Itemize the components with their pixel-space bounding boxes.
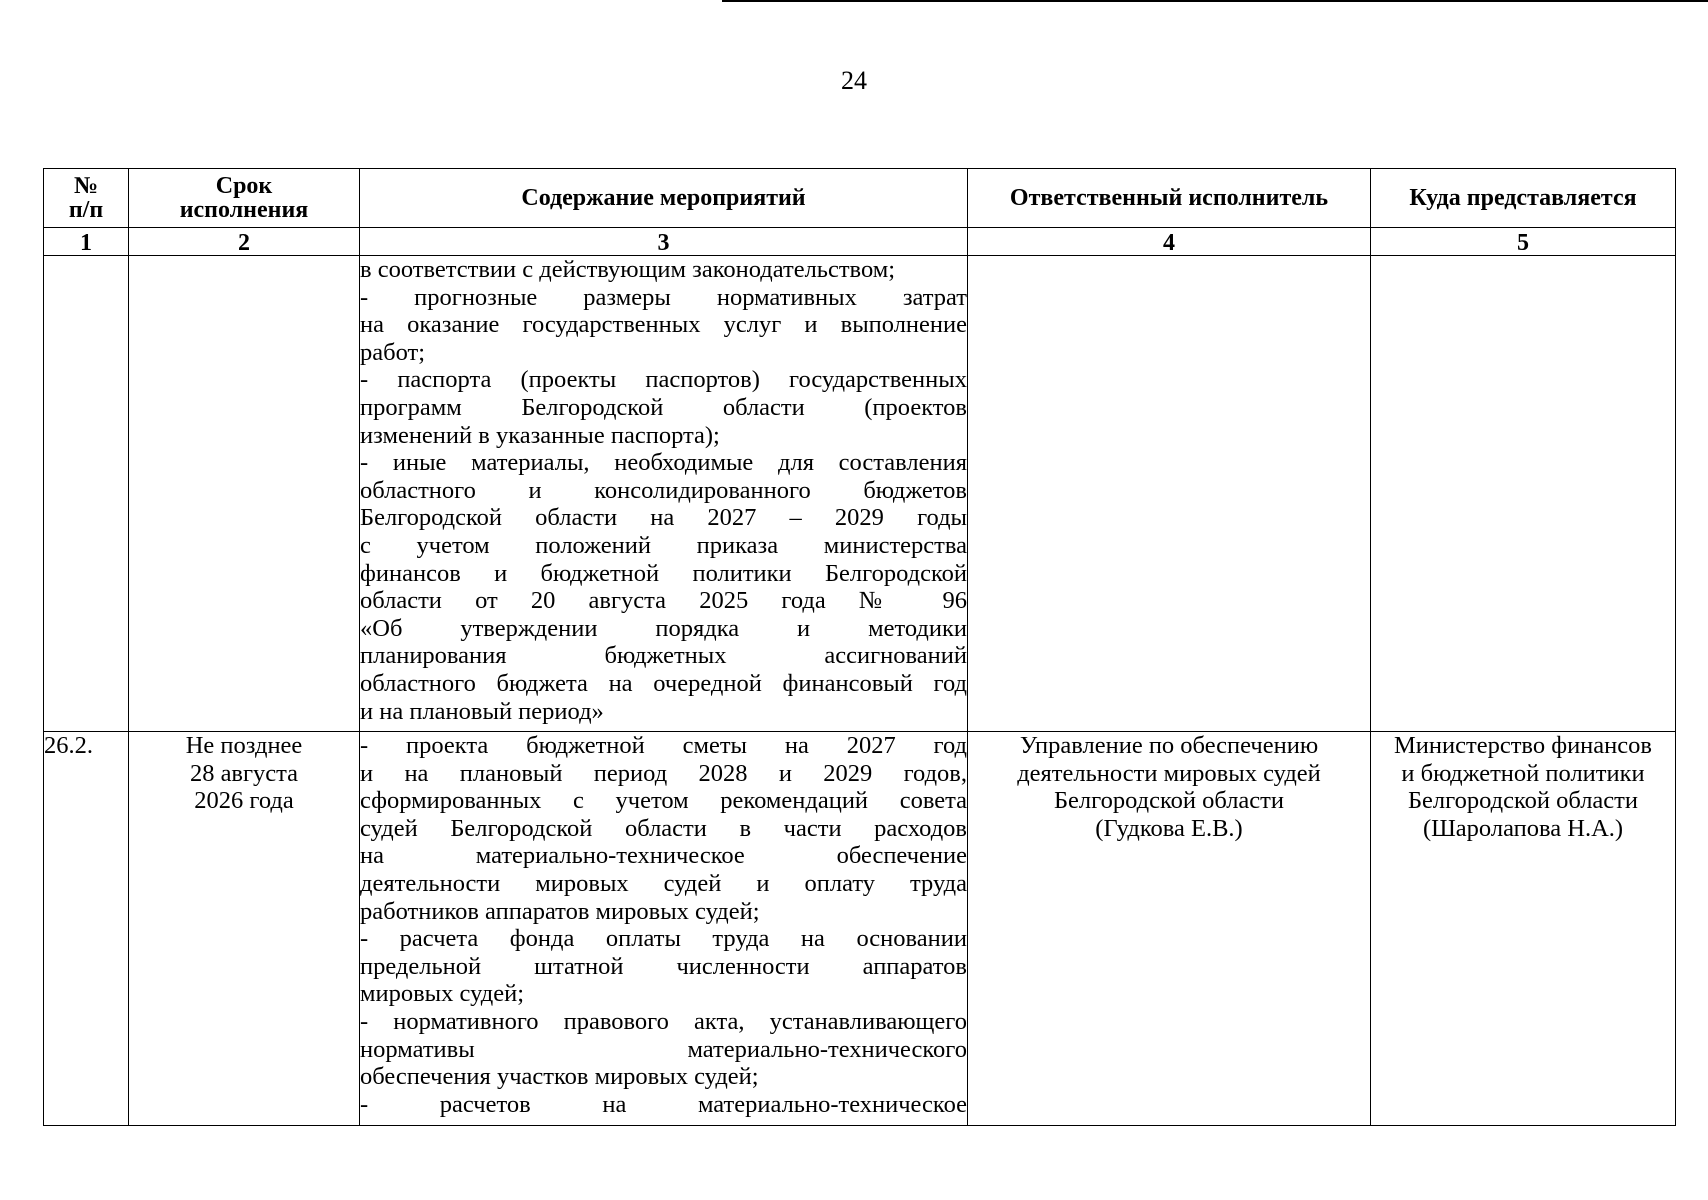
row-content: - проекта бюджетной сметы на 2027 год и на плановый период 2028 и 2029 годов, сформированных с учетом рекомендаций совета судей Белгородской области в части расходов на материально-техническое обеспечение деятельности мировых судей и оплату труда работников аппаратов мировых судей; - расчета фонда оплаты труда на основании предельной штатной численности аппаратов мировых судей; - нормативного правового акта, устанавливающего нормативы материально-технического обеспечения участков мировых судей; - расчетов на материально-техническое — [360, 732, 968, 1126]
column-number: 5 — [1371, 228, 1676, 256]
row-number: 26.2. — [44, 732, 129, 1126]
column-number: 2 — [129, 228, 360, 256]
column-number: 1 — [44, 228, 129, 256]
page-number: 24 — [841, 66, 867, 95]
header-term: Срок исполнения — [129, 169, 360, 228]
header-number: № п/п — [44, 169, 129, 228]
top-rule — [722, 0, 1708, 2]
row-responsible: Управление по обеспечению деятельности мировых судей Белгородской области (Гудкова Е.В.) — [968, 732, 1371, 1126]
row-number — [44, 256, 129, 732]
row-recipient — [1371, 256, 1676, 732]
events-table — [43, 168, 1676, 1126]
row-recipient: Министерство финансов и бюджетной политики Белгородской области (Шаролапова Н.А.) — [1371, 732, 1676, 1126]
header-content: Содержание мероприятий — [360, 169, 968, 228]
header-responsible: Ответственный исполнитель — [968, 169, 1371, 228]
column-number: 4 — [968, 228, 1371, 256]
header-recipient: Куда представляется — [1371, 169, 1676, 228]
row-responsible — [968, 256, 1371, 732]
table-row — [44, 256, 1676, 732]
row-term — [129, 256, 360, 732]
column-number: 3 — [360, 228, 968, 256]
row-term: Не позднее 28 августа 2026 года — [129, 732, 360, 1126]
table-header-row — [44, 169, 1676, 228]
table-row — [44, 732, 1676, 1126]
column-numbers-row — [44, 228, 1676, 256]
row-content: в соответствии с действующим законодательством; - прогнозные размеры нормативных затрат на оказание государственных услуг и выполнение работ; - паспорта (проекты паспортов) государственных программ Белгородской области (проектов изменений в указанные паспорта); - иные материалы, необходимые для составления областного и консолидированного бюджетов Белгородской области на 2027 – 2029 годы с учетом положений приказа министерства финансов и бюджетной политики Белгородской области от 20 августа 2025 года № 96 «Об утверждении порядка и методики планирования бюджетных ассигнований областного бюджета на очередной финансовый год и на плановый период» — [360, 256, 968, 732]
